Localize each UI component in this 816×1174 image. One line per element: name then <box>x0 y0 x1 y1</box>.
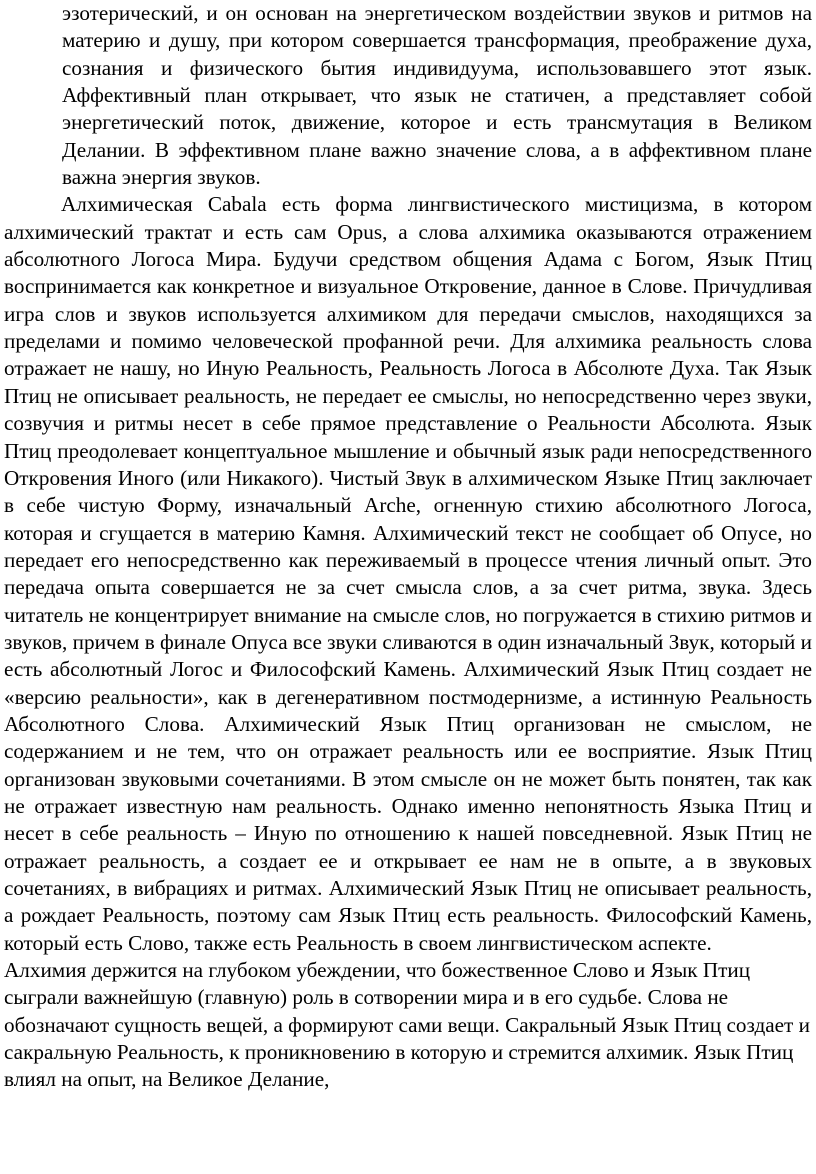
paragraph-continuation: эзотерический, и он основан на энергетическом воздействии звуков и ритмов на материю и душу, при котором совершается трансформация, преображение духа, сознания и физического бытия индивидуума, использовавшего этот язык. Аффективный план открывает, что язык не статичен, а представляет собой энергетический поток, движение, которое и есть трансмутация в Великом Делании. В эффективном плане важно значение слова, а в аффективном плане важна энергия звуков. <box>62 1 812 190</box>
paragraph-alchemy-word: Алхимия держится на глубоком убеждении, что божественное Слово и Язык Птиц сыграли важнейшую (главную) роль в сотворении мира и в его судьбе. Слова не обозначают сущность вещей, а формируют сами вещи. Сакральный Язык Птиц создает и сакральную Реальность, к проникновению в которую и стремится алхимик. Язык Птиц влиял на опыт, на Великое Делание, <box>4 958 810 1092</box>
paragraph-alchemical-cabala: Алхимическая Cabala есть форма лингвистического мистицизма, в котором алхимический трактат и есть сам Opus, а слова алхимика оказываются отражением абсолютного Логоса Мира. Будучи средством общения Адама с Богом, Язык Птиц воспринимается как конкретное и визуальное Откровение, данное в Слове. Причудливая игра слов и звуков используется алхимиком для передачи смыслов, находящихся за пределами и помимо человеческой профанной речи. Для алхимика реальность слова отражает не нашу, но Иную Реальность, Реальность Логоса в Абсолюте Духа. Так Язык Птиц не описывает реальность, не передает ее смыслы, но непосредственно через звуки, созвучия и ритмы несет в себе прямое представление о Реальности Абсолюта. Язык Птиц преодолевает концептуальное мышление и обычный язык ради непосредственного Откровения Иного (или Никакого). Чистый Звук в алхимическом Языке Птиц заключает в себе чистую Форму, изначальный Arche, огненную стихию абсолютного Логоса, которая и сгущается в материю Камня. Алхимический текст не сообщает об Опусе, но передает его непосредственно как переживаемый в процессе чтения личный опыт. Это передача опыта совершается не за счет смысла слов, а за счет ритма, звука. Здесь читатель не концентрирует внимание на смысле слов, но погружается в стихию ритмов и звуков, причем в финале Опуса все звуки сливаются в один изначальный Звук, который и есть абсолютный Логос и Философский Камень. Алхимический Язык Птиц создает не «версию реальности», как в дегенеративном постмодернизме, а истинную Реальность Абсолютного Слова. Алхимический Язык Птиц организован не смыслом, не содержанием и не тем, что он отражает реальность или ее восприятие. Язык Птиц организован звуковыми сочетаниями. В этом смысле он не может быть понятен, так как не отражает известную нам реальность. Однако именно непонятность Языка Птиц и несет в себе реальность – Иную по отношению к нашей повседневной. Язык Птиц не отражает реальность, а создает ее и открывает ее нам не в опыте, а в звуковых сочетаниях, в вибрациях и ритмах. Алхимический Язык Птиц не описывает реальность, а рождает Реальность, поэтому сам Язык Птиц есть реальность. Философский Камень, который есть Слово, также есть Реальность в своем лингвистическом аспекте. <box>4 192 812 955</box>
